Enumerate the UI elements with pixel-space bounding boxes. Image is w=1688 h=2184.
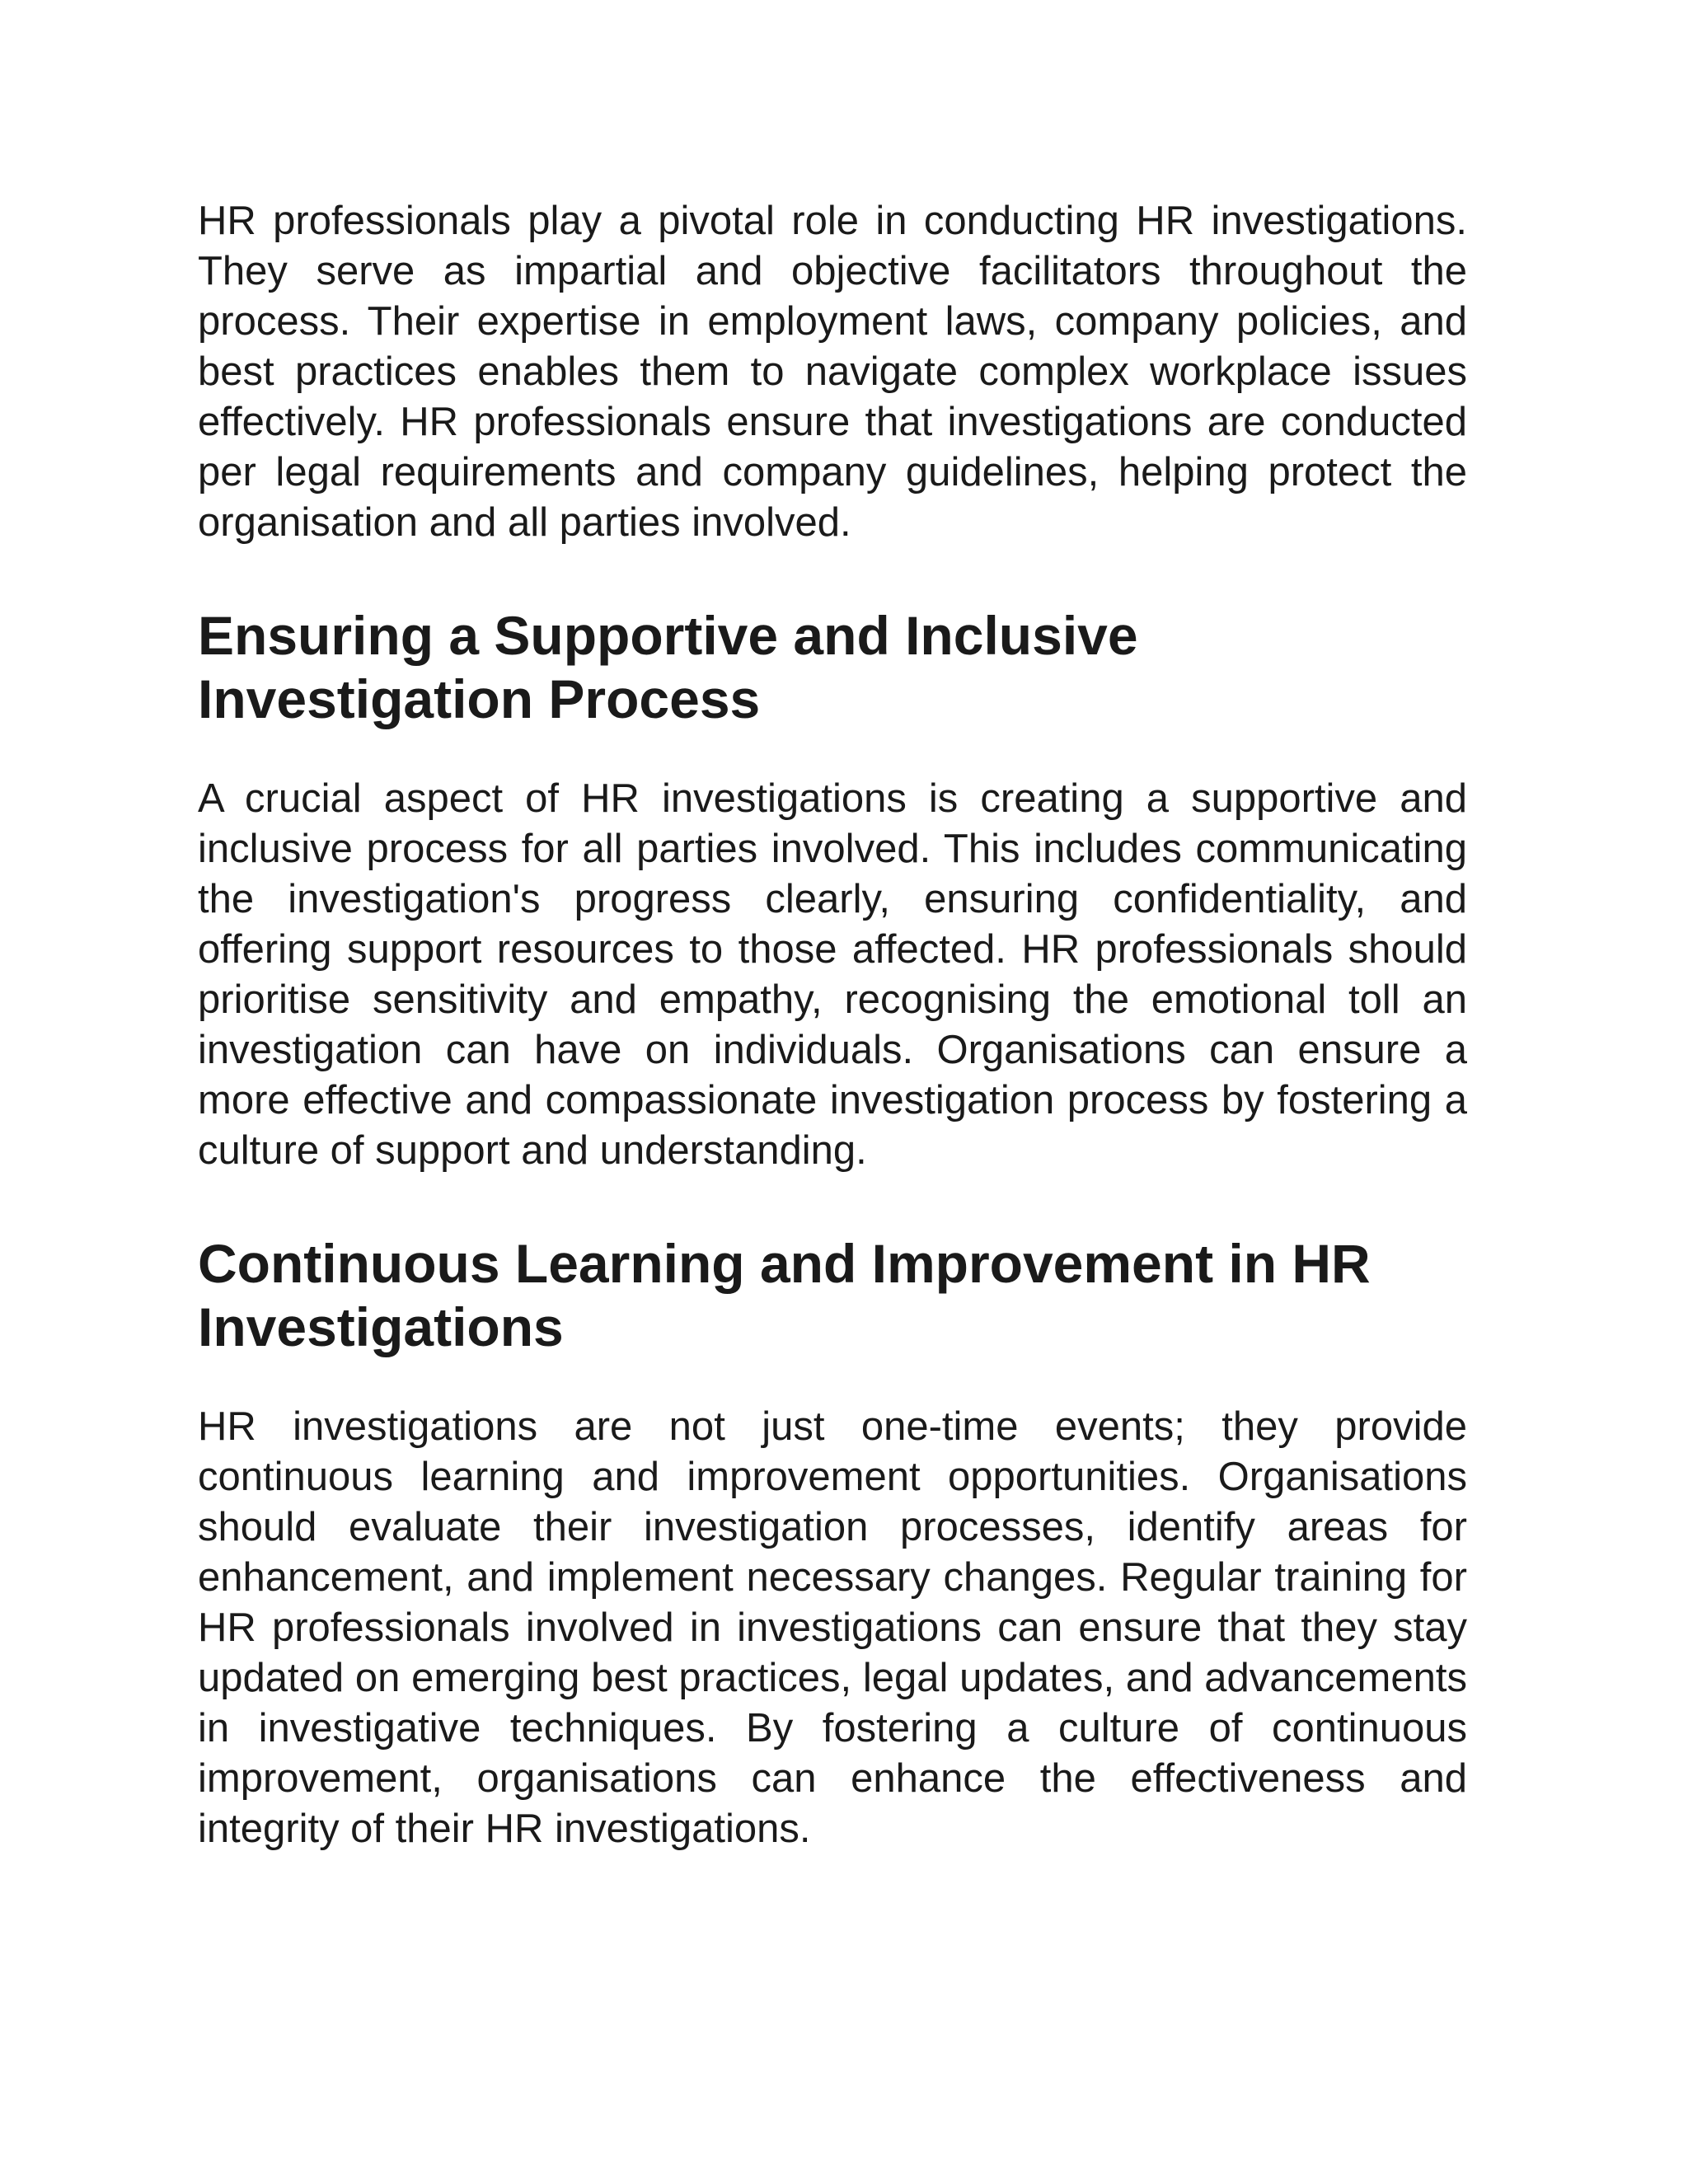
document-page — [198, 196, 1467, 1854]
intro-paragraph: HR professionals play a pivotal role in conducting HR investigations. They serve as impartial and objective facilitators throughout the process. Their expertise in employment laws, company policies, and best practices enables them to navigate complex workplace issues effectively. HR professionals ensure that investigations are conducted per legal requirements and company guidelines, helping protect the organisation and all parties involved. — [198, 199, 1467, 545]
section-heading-continuous-learning: Continuous Learning and Improvement in HR Investigations — [198, 1233, 1371, 1357]
section-paragraph-supportive-process: A crucial aspect of HR investigations is creating a supportive and inclusive process for all parties involved. This includes communicating the investigation's progress clearly, ensuring confidentiality, and offering support resources to those affected. HR professionals should prioritise sensitivity and empathy, recognising the emotional toll an investigation can have on individuals. Organisations can ensure a more effective and compassionate investigation process by fostering a culture of support and understanding. — [198, 776, 1467, 1173]
section-heading-supportive-process: Ensuring a Supportive and Inclusive Investigation Process — [198, 605, 1138, 729]
section-paragraph-continuous-learning: HR investigations are not just one-time events; they provide continuous learning and improvement opportunities. Organisations should evaluate their investigation processes, identify areas for enhancement, and implement necessary changes. Regular training for HR professionals involved in investigations can ensure that they stay updated on emerging best practices, legal updates, and advancements in investigative techniques. By fostering a culture of continuous improvement, organisations can enhance the effectiveness and integrity of their HR investigations. — [198, 1404, 1467, 1851]
